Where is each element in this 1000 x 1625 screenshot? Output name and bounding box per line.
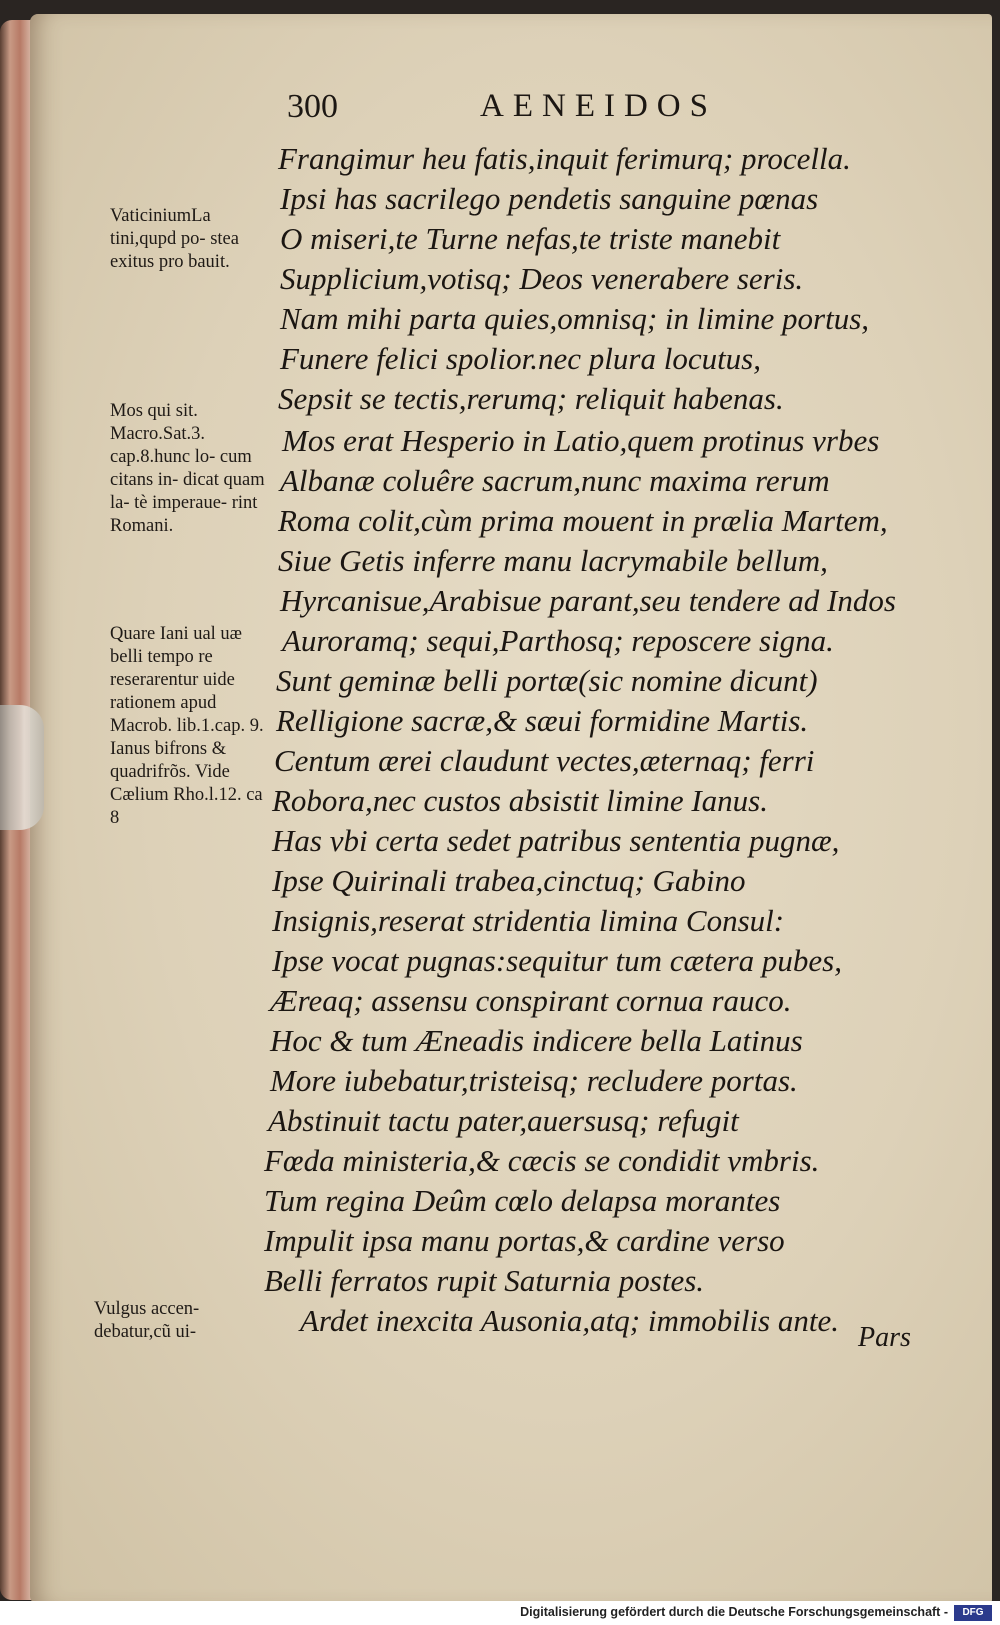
verse-line: Albanæ coluêre sacrum,nunc maxima rerum xyxy=(280,463,830,498)
verse-line: Sepsit se tectis,rerumq; reliquit habenas. xyxy=(278,381,784,416)
digitization-footer xyxy=(0,1601,1000,1625)
verse-line: Hoc & tum Æneadis indicere bella Latinus xyxy=(270,1023,803,1058)
verse-line: More iubebatur,tristeisq; recludere portas. xyxy=(270,1063,798,1098)
verse-line: Has vbi certa sedet patribus sententia pugnæ, xyxy=(272,823,840,858)
verse-line: Æreaq; assensu conspirant cornua rauco. xyxy=(270,983,792,1018)
footer-credit: Digitalisierung gefördert durch die Deutsche Forschungsgemeinschaft - xyxy=(520,1605,948,1619)
marginal-note: VaticiniumLa tini,qupd po- stea exitus pro bauit. xyxy=(110,206,239,272)
verse-line: Frangimur heu fatis,inquit ferimurq; procella. xyxy=(278,141,851,176)
verse-line: Sunt geminæ belli portæ(sic nomine dicunt) xyxy=(276,663,818,698)
verse-line: Funere felici spolior.nec plura locutus, xyxy=(280,341,761,376)
verse-line: Hyrcanisue,Arabisue parant,seu tendere ad Indos xyxy=(280,583,896,618)
verse-line: Ardet inexcita Ausonia,atq; immobilis ante. xyxy=(300,1303,839,1338)
verse-line: Relligione sacræ,& sæui formidine Martis. xyxy=(276,703,809,738)
verse-line: Ipse vocat pugnas:sequitur tum cætera pubes, xyxy=(272,943,842,978)
verse-line: Siue Getis inferre manu lacrymabile bellum, xyxy=(278,543,828,578)
marginal-note: Vulgus accen- debatur,cũ ui- xyxy=(94,1299,200,1342)
verse-line: O miseri,te Turne nefas,te triste manebit xyxy=(280,221,781,256)
book-clasp xyxy=(0,705,44,830)
verse-line: Tum regina Deûm cœlo delapsa morantes xyxy=(264,1183,781,1218)
verse-line: Robora,nec custos absistit limine Ianus. xyxy=(272,783,768,818)
marginal-note: Quare Iani ual uæ belli tempo re reserarentur uide rationem apud Macrob. lib.1.cap. 9. Ianus bifrons & quadrifrõs. Vide Cælium Rho.l.12. ca 8 xyxy=(110,624,264,828)
dfg-logo: DFG xyxy=(954,1605,992,1621)
verse-line: Roma colit,cùm prima mouent in prælia Martem, xyxy=(278,503,888,538)
verse-line: Mos erat Hesperio in Latio,quem protinus vrbes xyxy=(282,423,880,458)
running-title: AENEIDOS xyxy=(480,88,717,124)
verse-line: Fœda ministeria,& cæcis se condidit vmbris. xyxy=(264,1143,820,1178)
verse-line: Belli ferratos rupit Saturnia postes. xyxy=(264,1263,705,1298)
page-header xyxy=(275,88,795,138)
page-number: 300 xyxy=(287,88,338,125)
verse-line: Ipse Quirinali trabea,cinctuq; Gabino xyxy=(272,863,746,898)
verse-line: Impulit ipsa manu portas,& cardine verso xyxy=(264,1223,785,1258)
verse-line: Auroramq; sequi,Parthosq; reposcere signa. xyxy=(282,623,834,658)
catchword: Pars xyxy=(858,1322,911,1353)
verse-line: Centum ærei claudunt vectes,æternaq; ferri xyxy=(274,743,815,778)
verse-line: Abstinuit tactu pater,auersusq; refugit xyxy=(268,1103,739,1138)
verse-line: Insignis,reserat stridentia limina Consul: xyxy=(272,903,785,938)
verse-line: Supplicium,votisq; Deos venerabere seris. xyxy=(280,261,804,296)
marginal-note: Mos qui sit. Macro.Sat.3. cap.8.hunc lo- cum citans in- dicat quam la- tè imperaue- rint Romani. xyxy=(110,401,265,536)
verse-line: Ipsi has sacrilego pendetis sanguine pœnas xyxy=(280,181,819,216)
verse-line: Nam mihi parta quies,omnisq; in limine portus, xyxy=(280,301,870,336)
